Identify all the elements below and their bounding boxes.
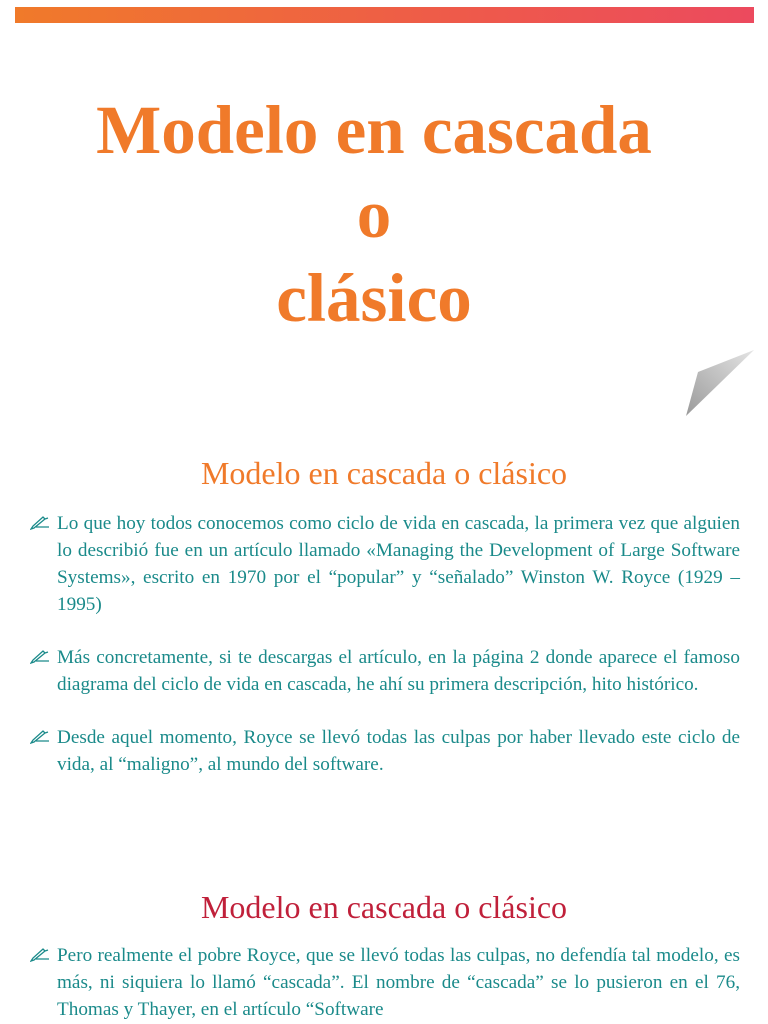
page-curl-icon [686, 350, 754, 416]
section-title: Modelo en cascada o clásico [200, 455, 568, 491]
bullet-text: Desde aquel momento, Royce se llevó todas las culpas por haber llevado este ciclo de vida, al “maligno”, al mundo del software. [57, 727, 740, 775]
top-gradient-bar [15, 7, 754, 23]
writing-hand-icon [30, 650, 50, 664]
list-item [30, 942, 740, 1023]
writing-hand-icon [30, 516, 50, 530]
writing-hand-icon [30, 948, 50, 962]
bullet-text: Lo que hoy todos conocemos como ciclo de vida en cascada, la primera vez que alguien lo describió fue en un artículo llamado «Managing the Development of Large Software Systems», escrito en 1970 por el “popular” y “señalado” Winston W. Royce (1929 – 1995) [57, 513, 740, 615]
bullet-list [30, 510, 740, 778]
bullet-text: Pero realmente el pobre Royce, que se llevó todas las culpas, no defendía tal modelo, es más, ni siquiera lo llamó “cascada”. El nombre de “cascada” se lo pusieron en el 76, Thomas y Thayer, en el artículo “Software [57, 945, 740, 1020]
slide1-title [0, 88, 748, 340]
slide1-title-line: Modelo en cascada [96, 92, 652, 168]
list-item [30, 644, 740, 698]
slide1-title-line: clásico [276, 260, 472, 336]
writing-hand-icon [30, 730, 50, 744]
section-title: Modelo en cascada o clásico [200, 889, 568, 925]
list-item [30, 510, 740, 618]
bullet-list [30, 942, 740, 1023]
slide1-title-line: o [356, 176, 392, 252]
list-item [30, 724, 740, 778]
bullet-text: Más concretamente, si te descargas el artículo, en la página 2 donde aparece el famoso diagrama del ciclo de vida en cascada, he ahí su primera descripción, hito histórico. [57, 647, 740, 695]
